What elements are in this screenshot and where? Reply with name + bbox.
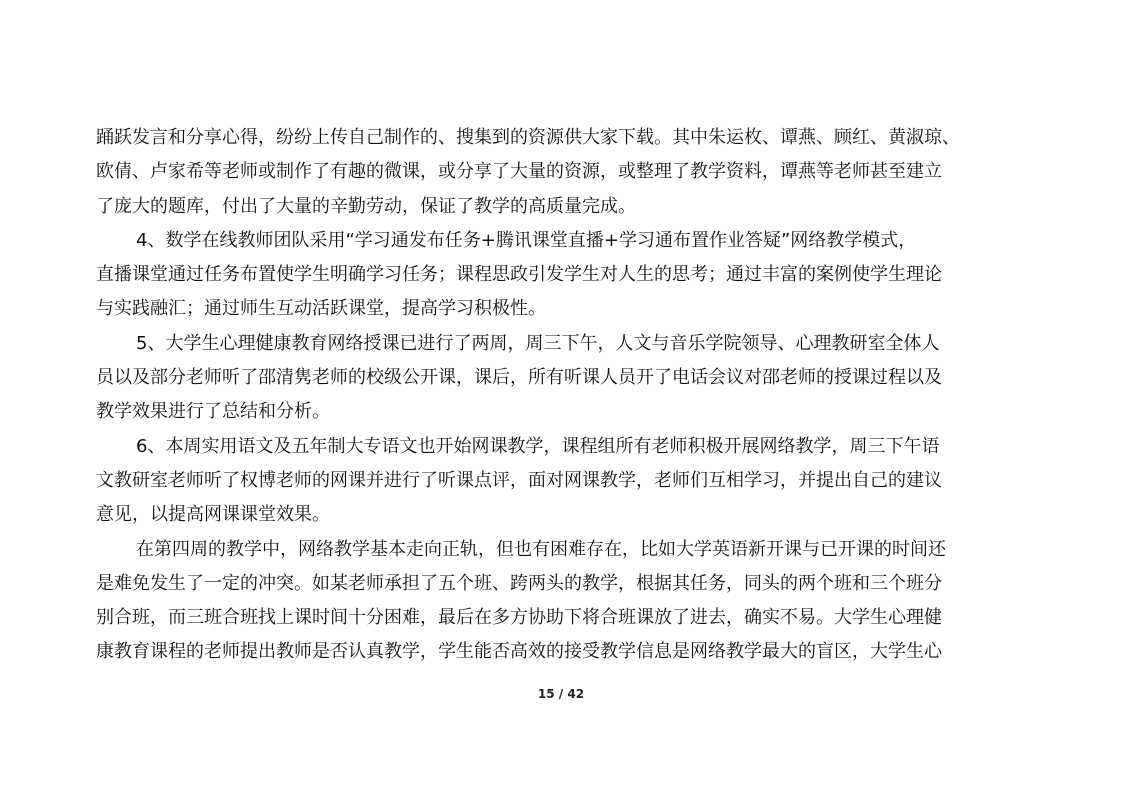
text-line: 意见，以提高网课课堂效果。 xyxy=(96,504,330,526)
text-line: 踊跃发言和分享心得，纷纷上传自己制作的、搜集到的资源供大家下载。其中朱运枚、谭燕、顾红、黄淑琼、 xyxy=(96,127,960,148)
page-number: 15 / 42 xyxy=(537,687,585,701)
text-line: 与实践融汇；通过师生互动活跃课堂，提高学习积极性。 xyxy=(96,298,546,320)
text-line: 直播课堂通过任务布置使学生明确学习任务；课程思政引发学生对人生的思考；通过丰富的案例使学生理论 xyxy=(96,264,942,286)
text-line: 教学效果进行了总结和分析。 xyxy=(96,401,330,423)
text-line: 文教研室老师听了权博老师的网课并进行了听课点评，面对网课教学，老师们互相学习，并提出自己的建议 xyxy=(96,469,942,491)
paragraph-first-line: 6、本周实用语文及五年制大专语文也开始网课教学，课程组所有老师积极开展网络教学，周三下午语 xyxy=(136,435,940,457)
text-line: 康教育课程的老师提出教师是否认真教学，学生能否高效的接受教学信息是网络教学最大的盲区，大学生心 xyxy=(96,641,942,663)
paragraph-first-line: 4、数学在线教师团队采用“学习通发布任务+腾讯课堂直播+学习通布置作业答疑”网络教学模式， xyxy=(136,229,917,251)
text-line: 员以及部分老师听了邵清隽老师的校级公开课，课后，所有听课人员开了电话会议对邵老师的授课过程以及 xyxy=(96,367,942,389)
paragraph-first-line: 5、大学生心理健康教育网络授课已进行了两周，周三下午，人文与音乐学院领导、心理教研室全体人 xyxy=(136,332,940,354)
document-body xyxy=(96,121,1031,670)
text-line: 了庞大的题库，付出了大量的辛勤劳动，保证了教学的高质量完成。 xyxy=(96,195,636,217)
paragraph-first-line: 在第四周的教学中，网络教学基本走向正轨，但也有困难存在，比如大学英语新开课与已开课的时间还 xyxy=(136,538,946,560)
text-line: 欧倩、卢家希等老师或制作了有趣的微课，或分享了大量的资源，或整理了教学资料，谭燕等老师甚至建立 xyxy=(96,161,942,183)
text-line: 是难免发生了一定的冲突。如某老师承担了五个班、跨两头的教学，根据其任务，同头的两个班和三个班分 xyxy=(96,572,942,594)
text-line: 别合班，而三班合班找上课时间十分困难，最后在多方协助下将合班课放了进去，确实不易。大学生心理健 xyxy=(96,607,942,629)
